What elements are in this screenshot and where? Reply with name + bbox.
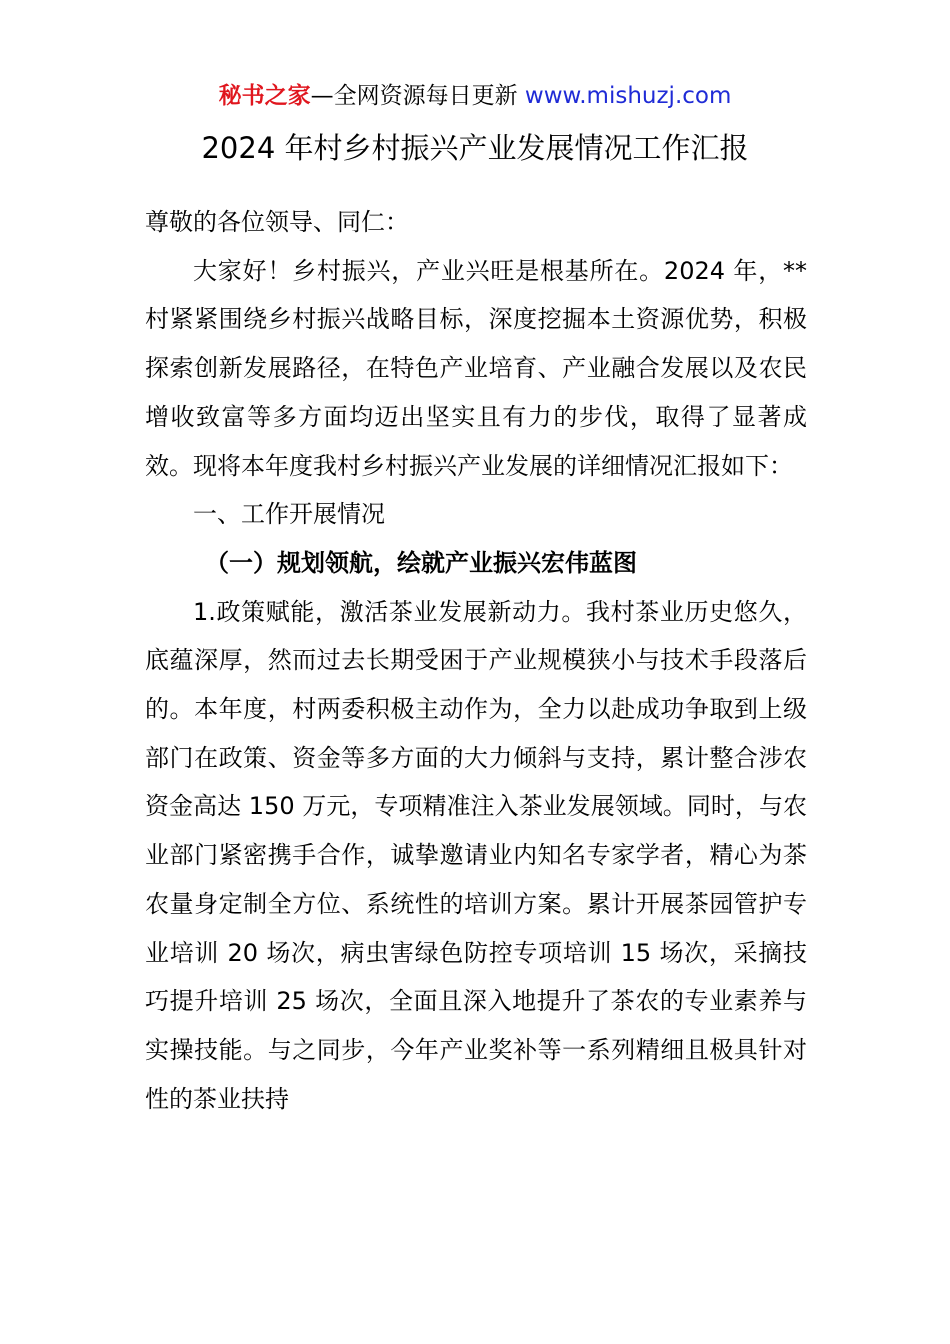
site-url-link[interactable]: www.mishuzj.com <box>524 83 732 109</box>
body-paragraph: 1.政策赋能，激活茶业发展新动力。我村茶业历史悠久，底蕴深厚，然而过去长期受困于产业规模狭小与技术手段落后的。本年度，村两委积极主动作为，全力以赴成功争取到上级部门在政策、资金等多方面的大力倾斜与支持，累计整合涉农资金高达 150 万元，专项精准注入茶业发展领域。同时，与农业部门紧密携手合作，诚挚邀请业内知名专家学者，精心为茶农量身定制全方位、系统性的培训方案。累计开展茶园管护专业培训 20 场次，病虫害绿色防控专项培训 15 场次，采摘技巧提升培训 25 场次，全面且深入地提升了茶农的专业素养与实操技能。与之同步，今年产业奖补等一系列精细且极具针对性的茶业扶持 <box>145 597 807 1113</box>
document-body <box>145 198 807 1123</box>
site-tagline: —全网资源每日更新 <box>310 83 525 109</box>
salutation: 尊敬的各位领导、同仁： <box>145 208 409 236</box>
document-title: 2024 年村乡村振兴产业发展情况工作汇报 <box>201 131 749 165</box>
site-header <box>0 80 950 112</box>
subsection-heading: （一）规划领航，绘就产业振兴宏伟蓝图 <box>205 548 637 577</box>
intro-paragraph: 大家好！乡村振兴，产业兴旺是根基所在。2024 年，**村紧紧围绕乡村振兴战略目标，深度挖掘本土资源优势，积极探索创新发展路径，在特色产业培育、产业融合发展以及农民增收致富等多方面均迈出坚实且有力的步伐，取得了显著成效。现将本年度我村乡村振兴产业发展的详细情况汇报如下： <box>145 256 807 480</box>
section-heading: 一、工作开展情况 <box>193 500 385 529</box>
site-brand: 秘书之家 <box>218 83 311 109</box>
